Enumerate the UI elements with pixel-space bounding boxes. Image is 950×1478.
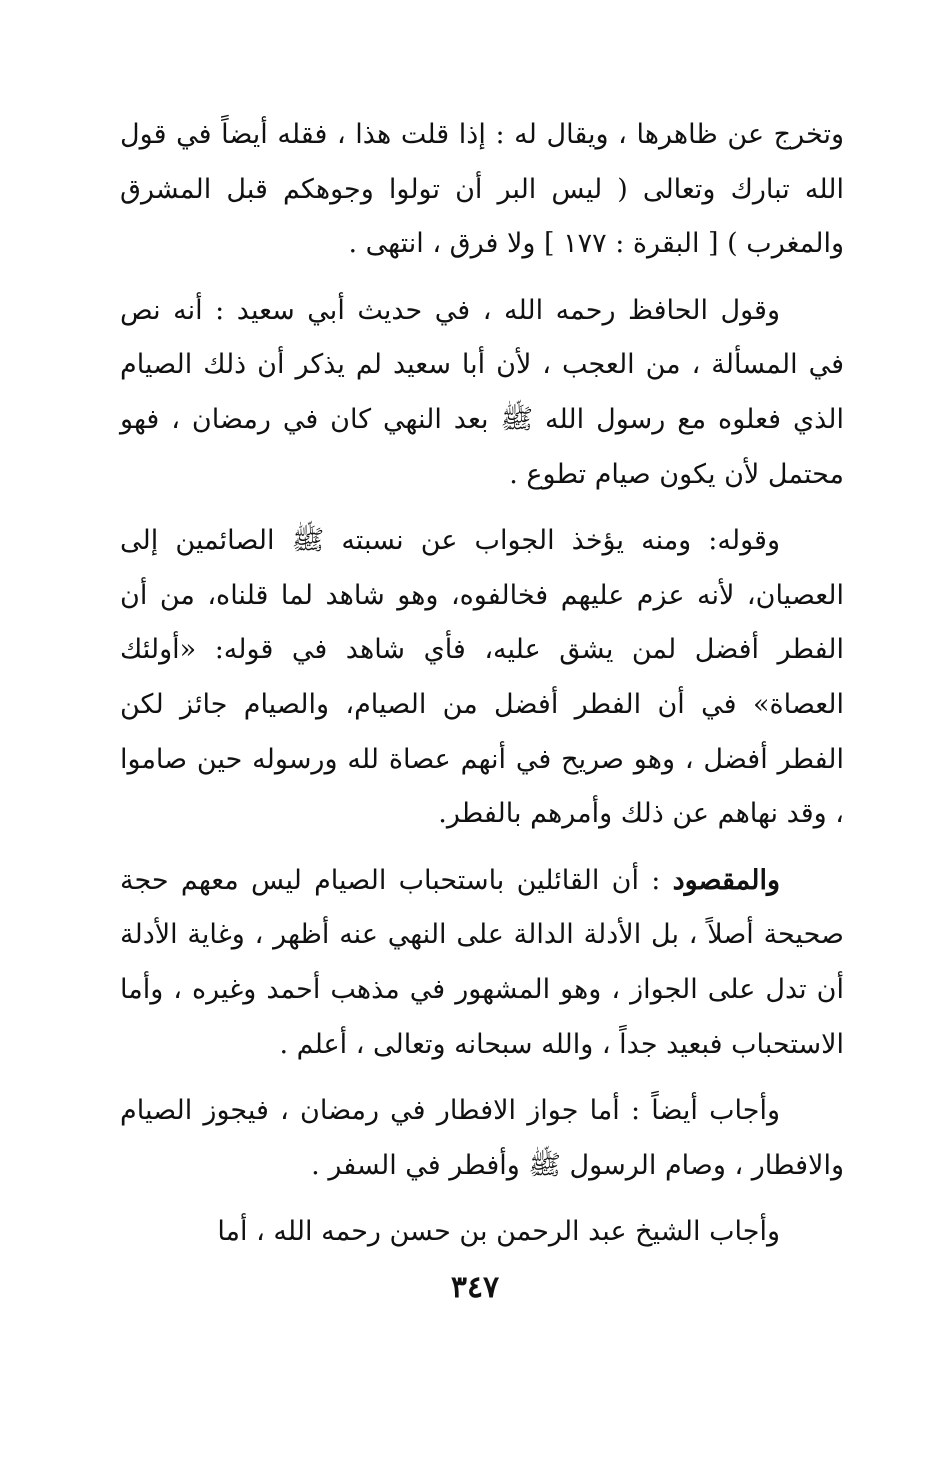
paragraph-3: وقوله: ومنه يؤخذ الجواب عن نسبته ﷺ الصائمين إلى العصيان، لأنه عزم عليهم فخالفوه، وهو شاهد لما قلناه، من أن الفطر أفضل لمن يشق عليه، فأي شاهد في قوله: «أولئك العصاة» في أن الفطر أفضل من الصيام، والصيام جائز لكن الفطر أفضل ، وهو صريح في أنهم عصاة لله ورسوله حين صاموا ، وقد نهاهم عن ذلك وأمرهم بالفطر. bbox=[120, 525, 844, 830]
paragraph-5: وأجاب أيضاً : أما جواز الافطار في رمضان ، فيجوز الصيام والافطار ، وصام الرسول ﷺ وأفطر في السفر . bbox=[120, 1095, 844, 1181]
paragraph-1: وتخرج عن ظاهرها ، ويقال له : إذا قلت هذا ، فقله أيضاً في قول الله تبارك وتعالى ( ليس البر أن تولوا وجوهكم قبل المشرق والمغرب ) [ البقرة : ١٧٧ ] ولا فرق ، انتهى . bbox=[120, 119, 844, 260]
paragraph-4-text: : أن القائلين باستحباب الصيام ليس معهم حجة صحيحة أصلاً ، بل الأدلة الدالة على النهي عنه أظهر ، وغاية الأدلة أن تدل على الجواز ، وهو المشهور في مذهب أحمد وغيره ، وأما الاستحباب فبعيد جداً ، والله سبحانه وتعالى ، أعلم . bbox=[120, 864, 844, 1060]
paragraph-4 bbox=[120, 854, 844, 1072]
page-number: ٣٤٧ bbox=[450, 1270, 500, 1305]
paragraph-4-lead: والمقصود bbox=[672, 864, 780, 896]
page-body bbox=[120, 108, 844, 1272]
paragraph-6: وأجاب الشيخ عبد الرحمن بن حسن رحمه الله ، أما bbox=[217, 1216, 780, 1248]
paragraph-2: وقول الحافظ رحمه الله ، في حديث أبي سعيد : أنه نص في المسألة ، من العجب ، لأن أبا سعيد لم يذكر أن ذلك الصيام الذي فعلوه مع رسول الله ﷺ بعد النهي كان في رمضان ، فهو محتمل لأن يكون صيام تطوع . bbox=[120, 294, 844, 490]
